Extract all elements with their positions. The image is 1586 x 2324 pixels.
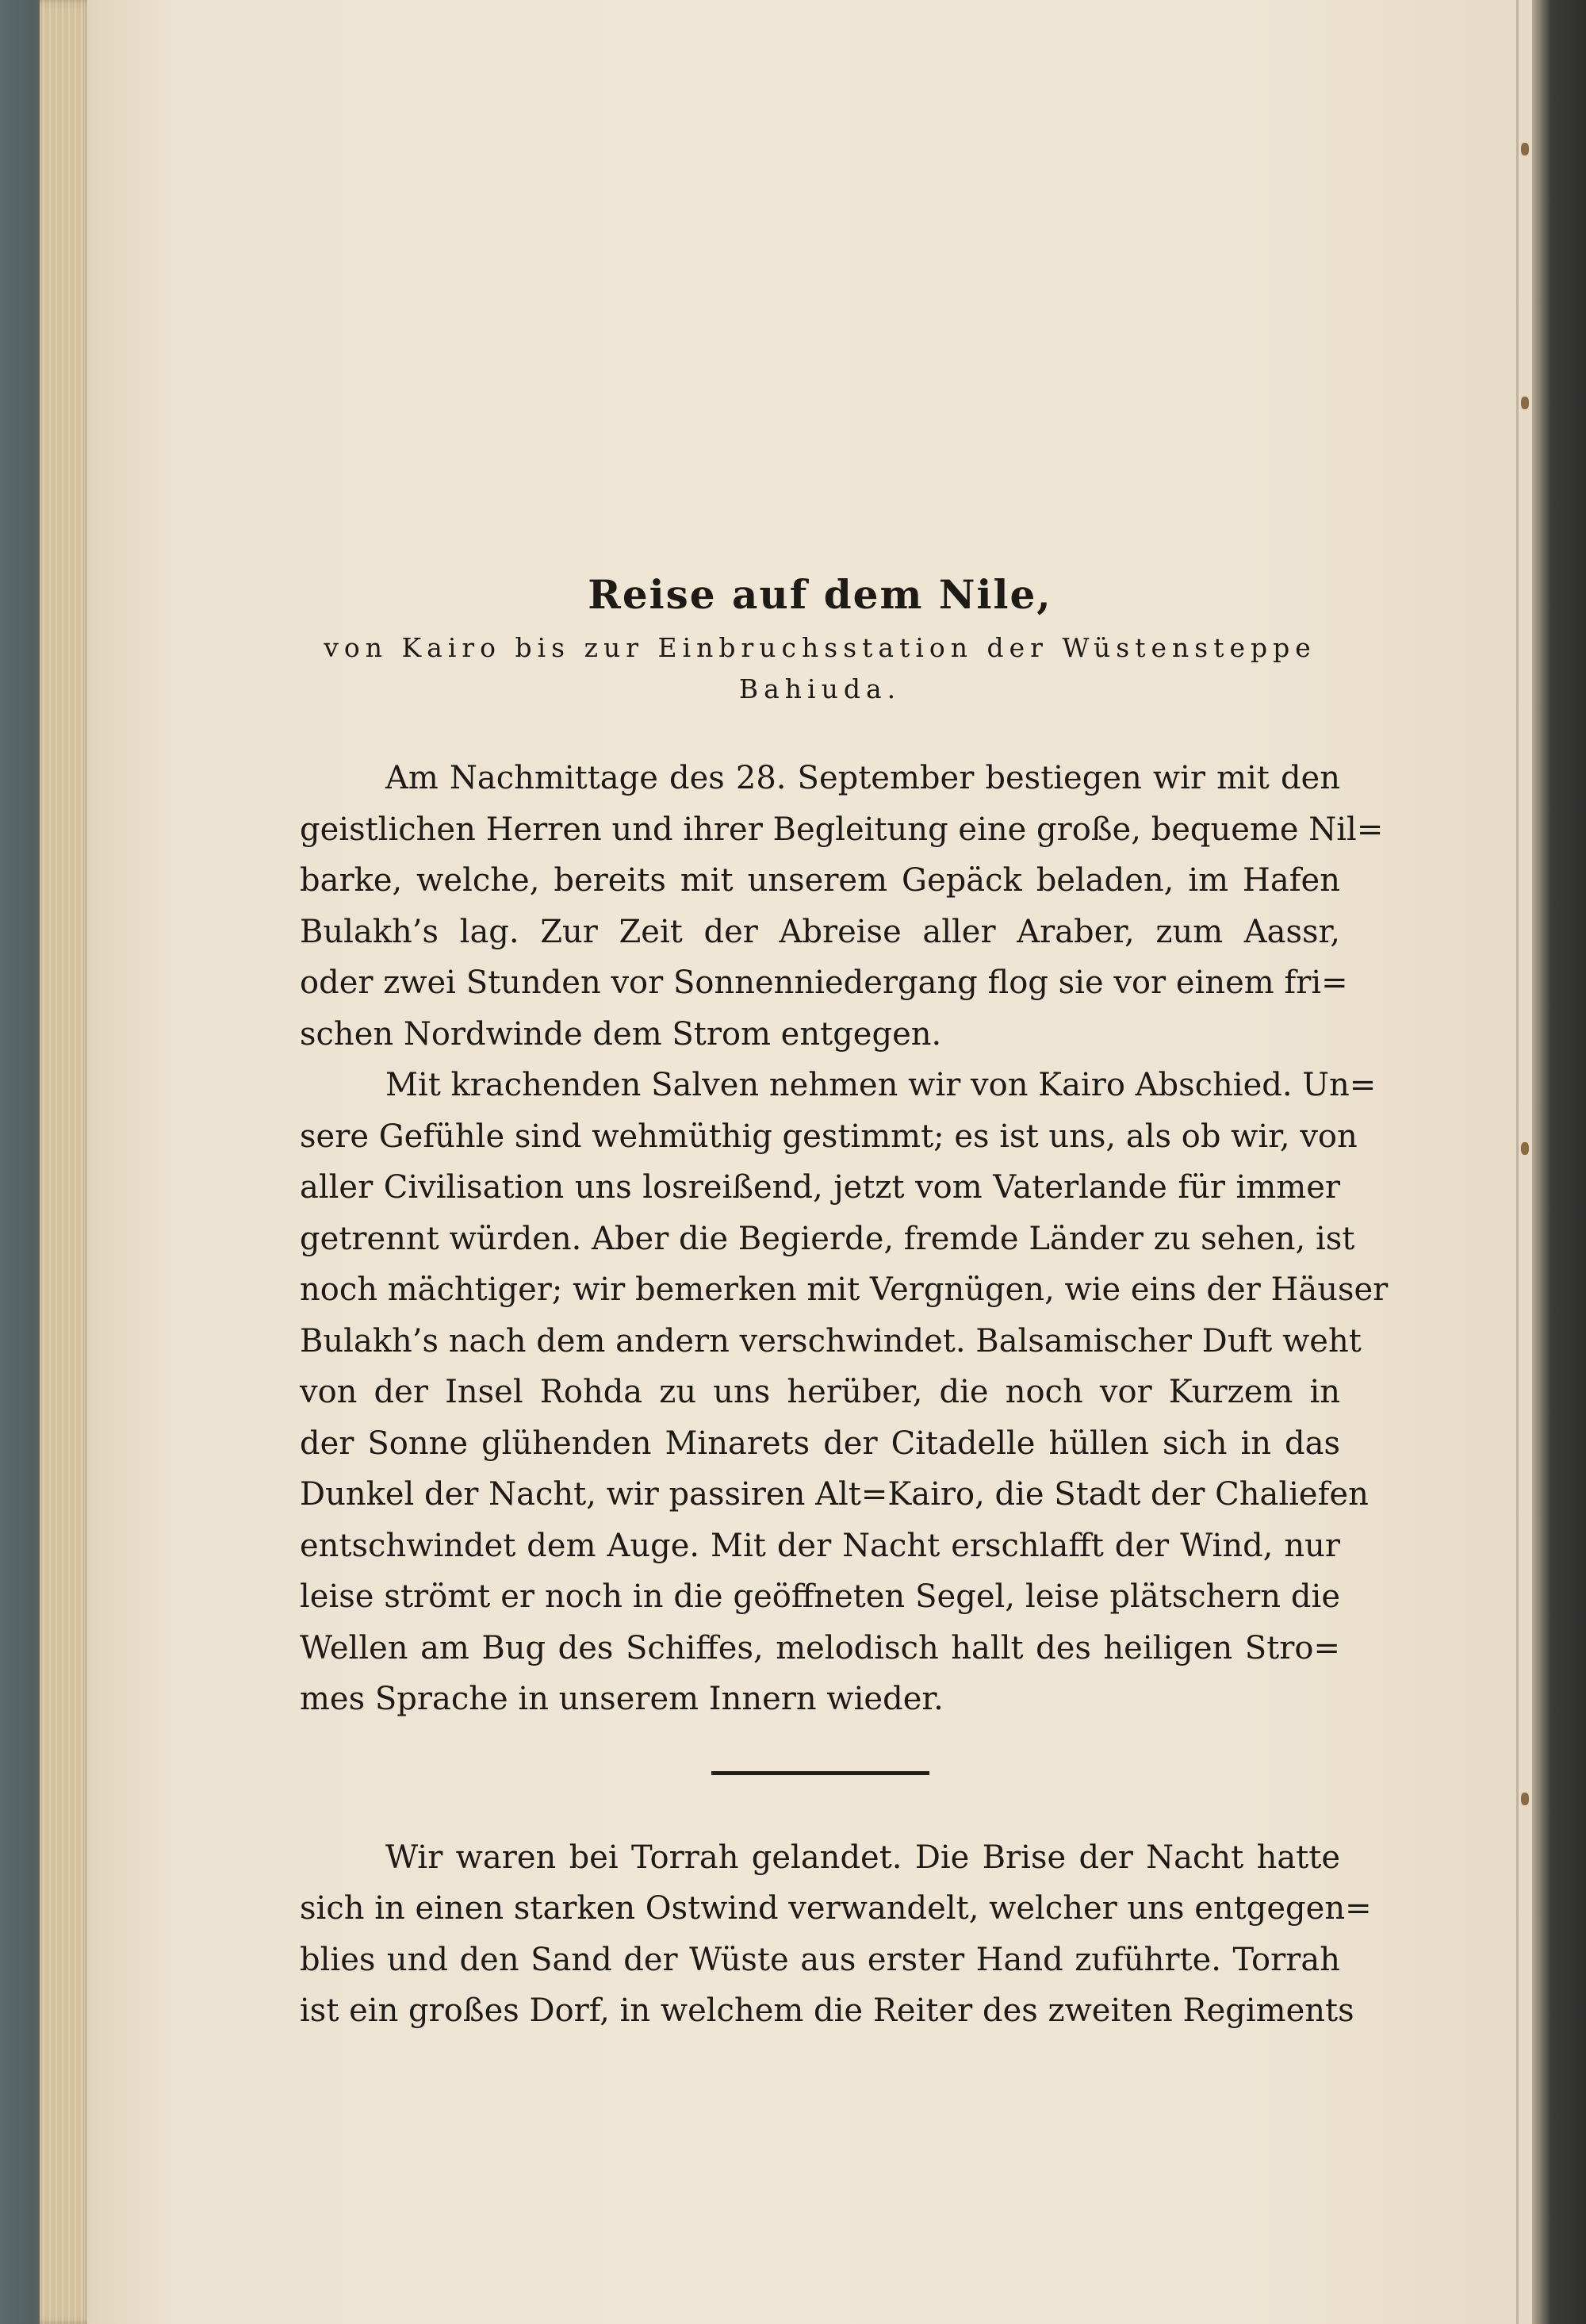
text-line: sich in einen starken Ostwind verwandelt, welcher uns entgegen= [300,1890,1372,1927]
binding-thread-mark [1521,143,1529,155]
section-divider-rule [711,1771,929,1775]
text-line: getrennt würden. Aber die Begierde, fremde Länder zu sehen, ist [300,1220,1355,1257]
text-line: entschwindet dem Auge. Mit der Nacht erschlafft der Wind, nur [300,1527,1340,1564]
text-line: ist ein großes Dorf, in welchem die Reiter des zweiten Regiments [300,1992,1354,2029]
text-line: schen Nordwinde dem Strom entgegen. [300,1015,942,1053]
text-line: Wellen am Bug des Schiffes, melodisch hallt des heiligen Stro= [300,1629,1340,1666]
text-line: geistlichen Herren und ihrer Begleitung eine große, bequeme Nil= [300,811,1384,848]
text-line: Bulakh’s lag. Zur Zeit der Abreise aller Araber, zum Aassr, [300,913,1340,950]
text-line: Bulakh’s nach dem andern verschwindet. Balsamischer Duft weht [300,1322,1362,1360]
paragraph [300,1060,1389,1725]
text-line: Am Nachmittage des 28. September bestiegen wir mit den [385,760,1340,796]
paragraph [300,753,1384,1060]
text-line: oder zwei Stunden vor Sonnenniedergang flog sie vor einem fri= [300,964,1348,1001]
page-fold [1516,0,1519,2324]
paragraph [300,1832,1372,2037]
text-line: Wir waren bei Torrah gelandet. Die Brise der Nacht hatte [385,1839,1340,1876]
subtitle-line: von Kairo bis zur Einbruchsstation der Wüstensteppe [324,632,1316,663]
text-line: mes Sprache in unserem Innern wieder. [300,1681,944,1717]
binding-thread-mark [1521,397,1529,409]
text-line: barke, welche, bereits mit unserem Gepäck beladen, im Hafen [300,862,1340,899]
text-line: von der Insel Rohda zu uns herüber, die noch vor Kurzem in [300,1374,1340,1410]
text-line: aller Civilisation uns losreißend, jetzt vom Vaterlande für immer [300,1169,1340,1206]
binding-thread-mark [1521,1142,1529,1155]
chapter-subtitle [300,627,1340,710]
text-line: der Sonne glühenden Minarets der Citadelle hüllen sich in das [300,1425,1340,1462]
scan-backdrop-right [1532,0,1586,2324]
text-line: sere Gefühle sind wehmüthig gestimmt; es ist uns, als ob wir, von [300,1118,1358,1155]
text-line: Dunkel der Nacht, wir passiren Alt=Kairo, die Stadt der Chaliefen [300,1476,1369,1513]
subtitle-line: Bahiuda. [738,673,902,704]
page-text-block [300,571,1389,2037]
text-line: blies und den Sand der Wüste aus erster Hand zuführte. Torrah [300,1941,1340,1978]
text-line: leise strömt er noch in die geöffneten Segel, leise plätschern die [300,1578,1340,1615]
text-line: Mit krachenden Salven nehmen wir von Kairo Abschied. Un= [385,1067,1377,1103]
text-line: noch mächtiger; wir bemerken mit Vergnügen, wie eins der Häuser [300,1271,1389,1308]
chapter-title: Reise auf dem Nile, [588,571,1052,618]
binding-thread-mark [1521,1793,1529,1805]
